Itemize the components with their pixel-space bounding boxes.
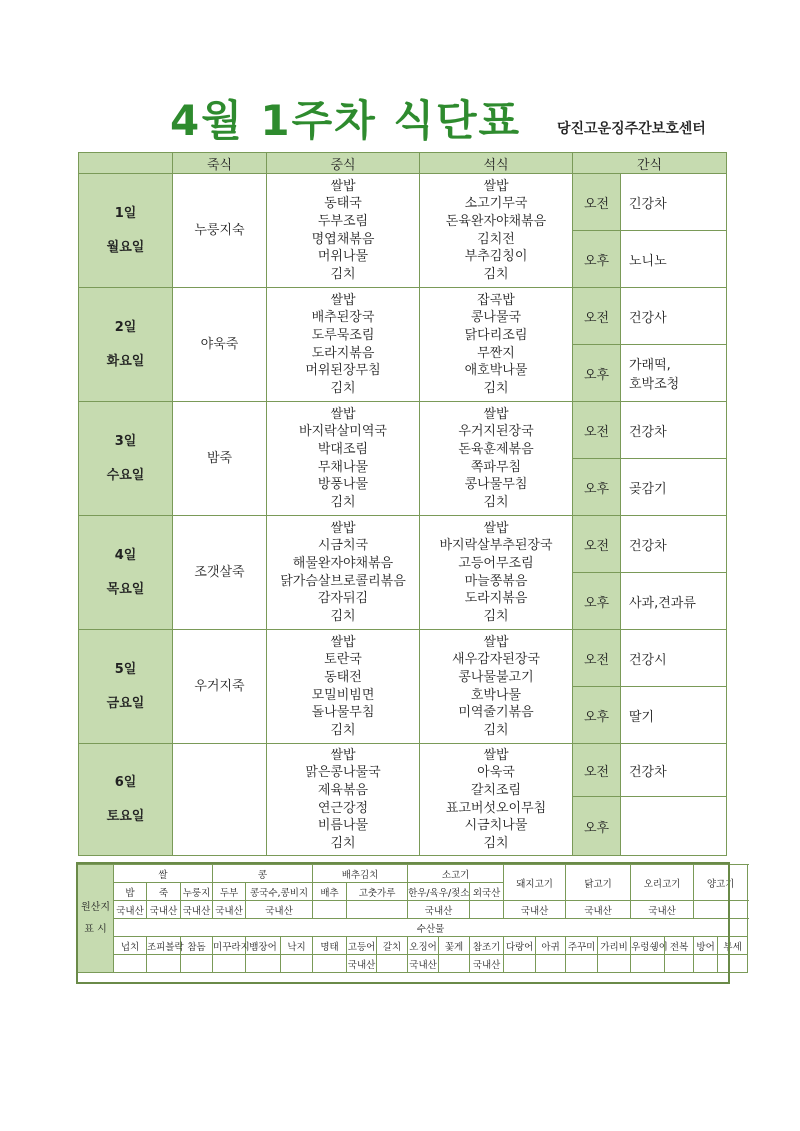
origin-fish-value: 국내산 (470, 955, 504, 973)
snack-slot-am: 오전 (573, 630, 621, 687)
origin-label-line: 표 시 (84, 923, 107, 935)
header-porridge: 죽식 (173, 153, 267, 174)
lunch-cell (267, 174, 420, 288)
origin-fish-header: 조피볼락 (147, 937, 181, 955)
origin-fish-value (598, 955, 631, 973)
snack-am: 건강사 (621, 288, 727, 345)
origin-fish-value (246, 955, 281, 973)
origin-group-kimchi: 배추김치 (313, 865, 408, 883)
dinner-item: 닭다리조림 (464, 327, 528, 343)
day-date: 3일 (114, 433, 137, 449)
day-row (79, 288, 727, 345)
origin-sub-header: 두부 (213, 883, 246, 901)
snack-slot-am: 오전 (573, 516, 621, 573)
origin-meat-value: 국내산 (631, 901, 694, 919)
origin-fish-value: 국내산 (347, 955, 377, 973)
origin-meat-header: 닭고기 (566, 865, 631, 901)
snack-pm (621, 345, 727, 402)
dinner-item: 김치 (483, 266, 509, 282)
origin-fish-value (631, 955, 665, 973)
dinner-cell (420, 174, 573, 288)
lunch-item: 돌나물무침 (311, 705, 375, 721)
origin-sub-value (470, 901, 504, 919)
dinner-item: 잡곡밥 (477, 292, 515, 308)
dinner-item: 아욱국 (477, 765, 515, 781)
origin-sub-header: 콩국수,콩비지 (246, 883, 313, 901)
snack-pm (621, 231, 727, 288)
dinner-item: 호박나물 (470, 687, 522, 703)
day-label (79, 516, 173, 630)
origin-sub-value: 국내산 (408, 901, 470, 919)
origin-fish-value (439, 955, 470, 973)
origin-fish-header: 참조기 (470, 937, 504, 955)
snack-slot-pm: 오후 (573, 459, 621, 516)
day-label (79, 174, 173, 288)
day-date: 4일 (114, 547, 137, 563)
origin-meat-value: 국내산 (504, 901, 566, 919)
lunch-item: 쌀밥 (330, 520, 356, 536)
origin-meat-header: 오리고기 (631, 865, 694, 901)
dinner-item: 김치전 (477, 231, 515, 247)
header-lunch: 중식 (267, 153, 420, 174)
dinner-item: 새우감자된장국 (452, 652, 540, 668)
day-row (79, 402, 727, 459)
header-row (79, 153, 727, 174)
dinner-item: 표고버섯오이무침 (445, 800, 547, 816)
origin-fish-value (504, 955, 536, 973)
dinner-item: 시금치나물 (464, 818, 528, 834)
origin-fish-value (114, 955, 147, 973)
lunch-item: 머위된장무침 (305, 363, 381, 379)
origin-fish-header: 뱀장어 (246, 937, 281, 955)
day-weekday: 토요일 (106, 808, 145, 824)
dinner-item: 도라지볶음 (464, 591, 528, 607)
dinner-item: 콩나물무침 (464, 477, 528, 493)
lunch-item: 시금치국 (317, 538, 369, 554)
origin-fish-value (694, 955, 718, 973)
page-title: 4월 1주차 식단표 (170, 96, 522, 145)
snack-slot-pm: 오후 (573, 231, 621, 288)
origin-sub-header: 누룽지 (181, 883, 213, 901)
dinner-item: 콩나물불고기 (458, 669, 534, 685)
porridge-cell (173, 744, 267, 856)
porridge-cell: 밤죽 (173, 402, 267, 516)
lunch-item: 배추된장국 (311, 310, 375, 326)
snack-slot-pm: 오후 (573, 687, 621, 744)
day-row (79, 516, 727, 573)
day-date: 2일 (114, 319, 137, 335)
dinner-item: 마늘쫑볶음 (464, 573, 528, 589)
snack-pm-line: 호박조청 (629, 377, 680, 392)
snack-pm (621, 459, 727, 516)
snack-slot-am: 오전 (573, 402, 621, 459)
origin-table (77, 864, 748, 973)
lunch-cell (267, 630, 420, 744)
lunch-item: 쌀밥 (330, 406, 356, 422)
snack-am: 건강시 (621, 630, 727, 687)
dinner-item: 쪽파무침 (470, 459, 522, 475)
day-label (79, 402, 173, 516)
day-weekday: 금요일 (106, 695, 145, 711)
lunch-item: 동태전 (324, 669, 362, 685)
dinner-item: 김치 (483, 835, 509, 851)
lunch-cell (267, 402, 420, 516)
lunch-item: 김치 (330, 380, 356, 396)
snack-pm-line: 곶감기 (629, 481, 667, 497)
snack-am: 긴강차 (621, 174, 727, 231)
dinner-item: 쌀밥 (483, 406, 509, 422)
dinner-item: 쌀밥 (483, 520, 509, 536)
lunch-item: 두부조림 (317, 213, 369, 229)
origin-sub-header: 밥 (114, 883, 147, 901)
weekly-menu-table (78, 152, 727, 856)
day-row (79, 744, 727, 797)
snack-pm (621, 573, 727, 630)
origin-label (78, 865, 114, 973)
dinner-item: 쌀밥 (483, 747, 509, 763)
origin-fish-value (536, 955, 566, 973)
dinner-item: 무짠지 (477, 345, 515, 361)
snack-pm-line: 딸기 (629, 709, 655, 725)
lunch-item: 명엽채볶음 (311, 231, 375, 247)
lunch-item: 맑은콩나물국 (305, 765, 381, 781)
origin-group-bean: 콩 (213, 865, 313, 883)
origin-fish-value (213, 955, 246, 973)
lunch-item: 무채나물 (317, 459, 369, 475)
day-label (79, 630, 173, 744)
origin-fish-header: 갈치 (377, 937, 408, 955)
day-label (79, 744, 173, 856)
origin-fish-value (281, 955, 313, 973)
snack-slot-pm: 오후 (573, 797, 621, 856)
dinner-item: 애호박나물 (464, 363, 528, 379)
lunch-item: 동태국 (324, 196, 362, 212)
origin-sub-value: 국내산 (114, 901, 147, 919)
lunch-item: 제육볶음 (317, 782, 369, 798)
lunch-item: 감자뒤김 (317, 591, 369, 607)
day-date: 6일 (114, 774, 137, 790)
dinner-item: 돈육훈제볶음 (458, 441, 534, 457)
origin-fish-value: 국내산 (408, 955, 439, 973)
origin-sub-value (347, 901, 408, 919)
dinner-item: 고등어무조림 (458, 555, 534, 571)
origin-fish-value (181, 955, 213, 973)
organization-name: 당진고운징주간보호센터 (557, 121, 706, 137)
origin-group-rice: 쌀 (114, 865, 213, 883)
lunch-item: 해물완자야채볶음 (292, 555, 394, 571)
dinner-item: 김치 (483, 722, 509, 738)
origin-fish-header: 오징어 (408, 937, 439, 955)
day-row (79, 630, 727, 687)
origin-sub-header: 죽 (147, 883, 181, 901)
day-date: 1일 (114, 205, 137, 221)
origin-group-beef: 소고기 (408, 865, 504, 883)
lunch-item: 머위나물 (317, 249, 369, 265)
lunch-item: 방풍나물 (317, 477, 369, 493)
dinner-item: 콩나물국 (470, 310, 522, 326)
day-label (79, 288, 173, 402)
origin-fish-header: 다랑어 (504, 937, 536, 955)
origin-sub-value: 국내산 (181, 901, 213, 919)
origin-sub-value (313, 901, 347, 919)
origin-fish-header: 우렁쉥이 (631, 937, 665, 955)
dinner-cell (420, 516, 573, 630)
origin-fish-header: 전복 (665, 937, 694, 955)
snack-slot-am: 오전 (573, 288, 621, 345)
origin-fish-header: 주꾸미 (566, 937, 598, 955)
origin-meat-header: 돼지고기 (504, 865, 566, 901)
origin-sub-header: 외국산 (470, 883, 504, 901)
origin-sub-value: 국내산 (246, 901, 313, 919)
dinner-item: 소고기무국 (464, 196, 528, 212)
dinner-item: 김치 (483, 380, 509, 396)
snack-slot-pm: 오후 (573, 345, 621, 402)
lunch-item: 모밀비빔면 (311, 687, 375, 703)
lunch-item: 도루묵조림 (311, 327, 375, 343)
origin-sub-header: 배추 (313, 883, 347, 901)
origin-meat-header: 양고기 (694, 865, 748, 901)
lunch-cell (267, 288, 420, 402)
header-dinner: 석식 (420, 153, 573, 174)
origin-fish-value (665, 955, 694, 973)
day-weekday: 목요일 (106, 581, 145, 597)
origin-fish-header: 넙치 (114, 937, 147, 955)
dinner-cell (420, 288, 573, 402)
snack-slot-am: 오전 (573, 744, 621, 797)
origin-fish-value (147, 955, 181, 973)
snack-am: 건강차 (621, 516, 727, 573)
origin-meat-value: 국내산 (566, 901, 631, 919)
lunch-item: 김치 (330, 608, 356, 624)
origin-fish-header: 미꾸라지 (213, 937, 246, 955)
lunch-item: 토란국 (324, 652, 362, 668)
snack-pm (621, 687, 727, 744)
origin-fish-header: 아귀 (536, 937, 566, 955)
lunch-item: 쌀밥 (330, 178, 356, 194)
origin-fish-header: 고등어 (347, 937, 377, 955)
porridge-cell: 조갯살죽 (173, 516, 267, 630)
snack-slot-am: 오전 (573, 174, 621, 231)
header-corner (79, 153, 173, 174)
origin-meat-value (694, 901, 748, 919)
lunch-item: 연근강정 (317, 800, 369, 816)
dinner-item: 돈육완자야채볶음 (445, 213, 547, 229)
dinner-item: 쌀밥 (483, 634, 509, 650)
snack-pm (621, 797, 727, 856)
lunch-item: 박대조림 (317, 441, 369, 457)
dinner-item: 부추김칭이 (464, 249, 528, 265)
lunch-item: 김치 (330, 494, 356, 510)
origin-fish-header: 명태 (313, 937, 347, 955)
lunch-item: 바지락살미역국 (299, 424, 387, 440)
origin-seafood-title: 수산물 (114, 919, 748, 937)
porridge-cell: 우거지죽 (173, 630, 267, 744)
origin-fish-value (313, 955, 347, 973)
dinner-cell (420, 630, 573, 744)
origin-fish-header: 방어 (694, 937, 718, 955)
dinner-cell (420, 402, 573, 516)
origin-fish-value (718, 955, 748, 973)
day-weekday: 화요일 (106, 353, 145, 369)
dinner-item: 우거지된장국 (458, 424, 534, 440)
porridge-cell: 누룽지숙 (173, 174, 267, 288)
origin-sub-value: 국내산 (213, 901, 246, 919)
origin-fish-value (377, 955, 408, 973)
origin-fish-header: 꽃게 (439, 937, 470, 955)
snack-pm-line: 가래떡, (629, 358, 671, 373)
snack-slot-pm: 오후 (573, 573, 621, 630)
origin-fish-value (566, 955, 598, 973)
day-weekday: 수요일 (106, 467, 145, 483)
lunch-item: 쌀밥 (330, 747, 356, 763)
snack-pm-line: 사과,견과류 (629, 595, 696, 611)
lunch-item: 김치 (330, 835, 356, 851)
origin-fish-header: 가리비 (598, 937, 631, 955)
origin-sub-header: 한우/육우/젖소 (408, 883, 470, 901)
porridge-cell: 야욱죽 (173, 288, 267, 402)
snack-am: 건강차 (621, 402, 727, 459)
day-row (79, 174, 727, 231)
dinner-cell (420, 744, 573, 856)
origin-sub-header: 고춧가루 (347, 883, 408, 901)
origin-label-line: 원산지 (81, 901, 110, 913)
dinner-item: 바지락살부추된장국 (439, 538, 553, 554)
lunch-item: 비름나물 (317, 818, 369, 834)
lunch-item: 쌀밥 (330, 634, 356, 650)
lunch-cell (267, 744, 420, 856)
snack-pm-line: 노니노 (629, 253, 667, 269)
dinner-item: 갈치조림 (470, 782, 522, 798)
dinner-item: 미역줄기볶음 (458, 705, 534, 721)
lunch-item: 김치 (330, 266, 356, 282)
lunch-item: 도라지볶음 (311, 345, 375, 361)
dinner-item: 김치 (483, 494, 509, 510)
snack-am: 건강차 (621, 744, 727, 797)
lunch-cell (267, 516, 420, 630)
lunch-item: 쌀밥 (330, 292, 356, 308)
header-snack: 간식 (573, 153, 727, 174)
lunch-item: 닭가슴살브로콜리볶음 (280, 573, 406, 589)
origin-fish-header: 부세 (718, 937, 748, 955)
origin-sub-value: 국내산 (147, 901, 181, 919)
day-date: 5일 (114, 661, 137, 677)
dinner-item: 김치 (483, 608, 509, 624)
dinner-item: 쌀밥 (483, 178, 509, 194)
day-weekday: 월요일 (106, 239, 145, 255)
lunch-item: 김치 (330, 722, 356, 738)
origin-fish-header: 참돔 (181, 937, 213, 955)
origin-fish-header: 낙지 (281, 937, 313, 955)
